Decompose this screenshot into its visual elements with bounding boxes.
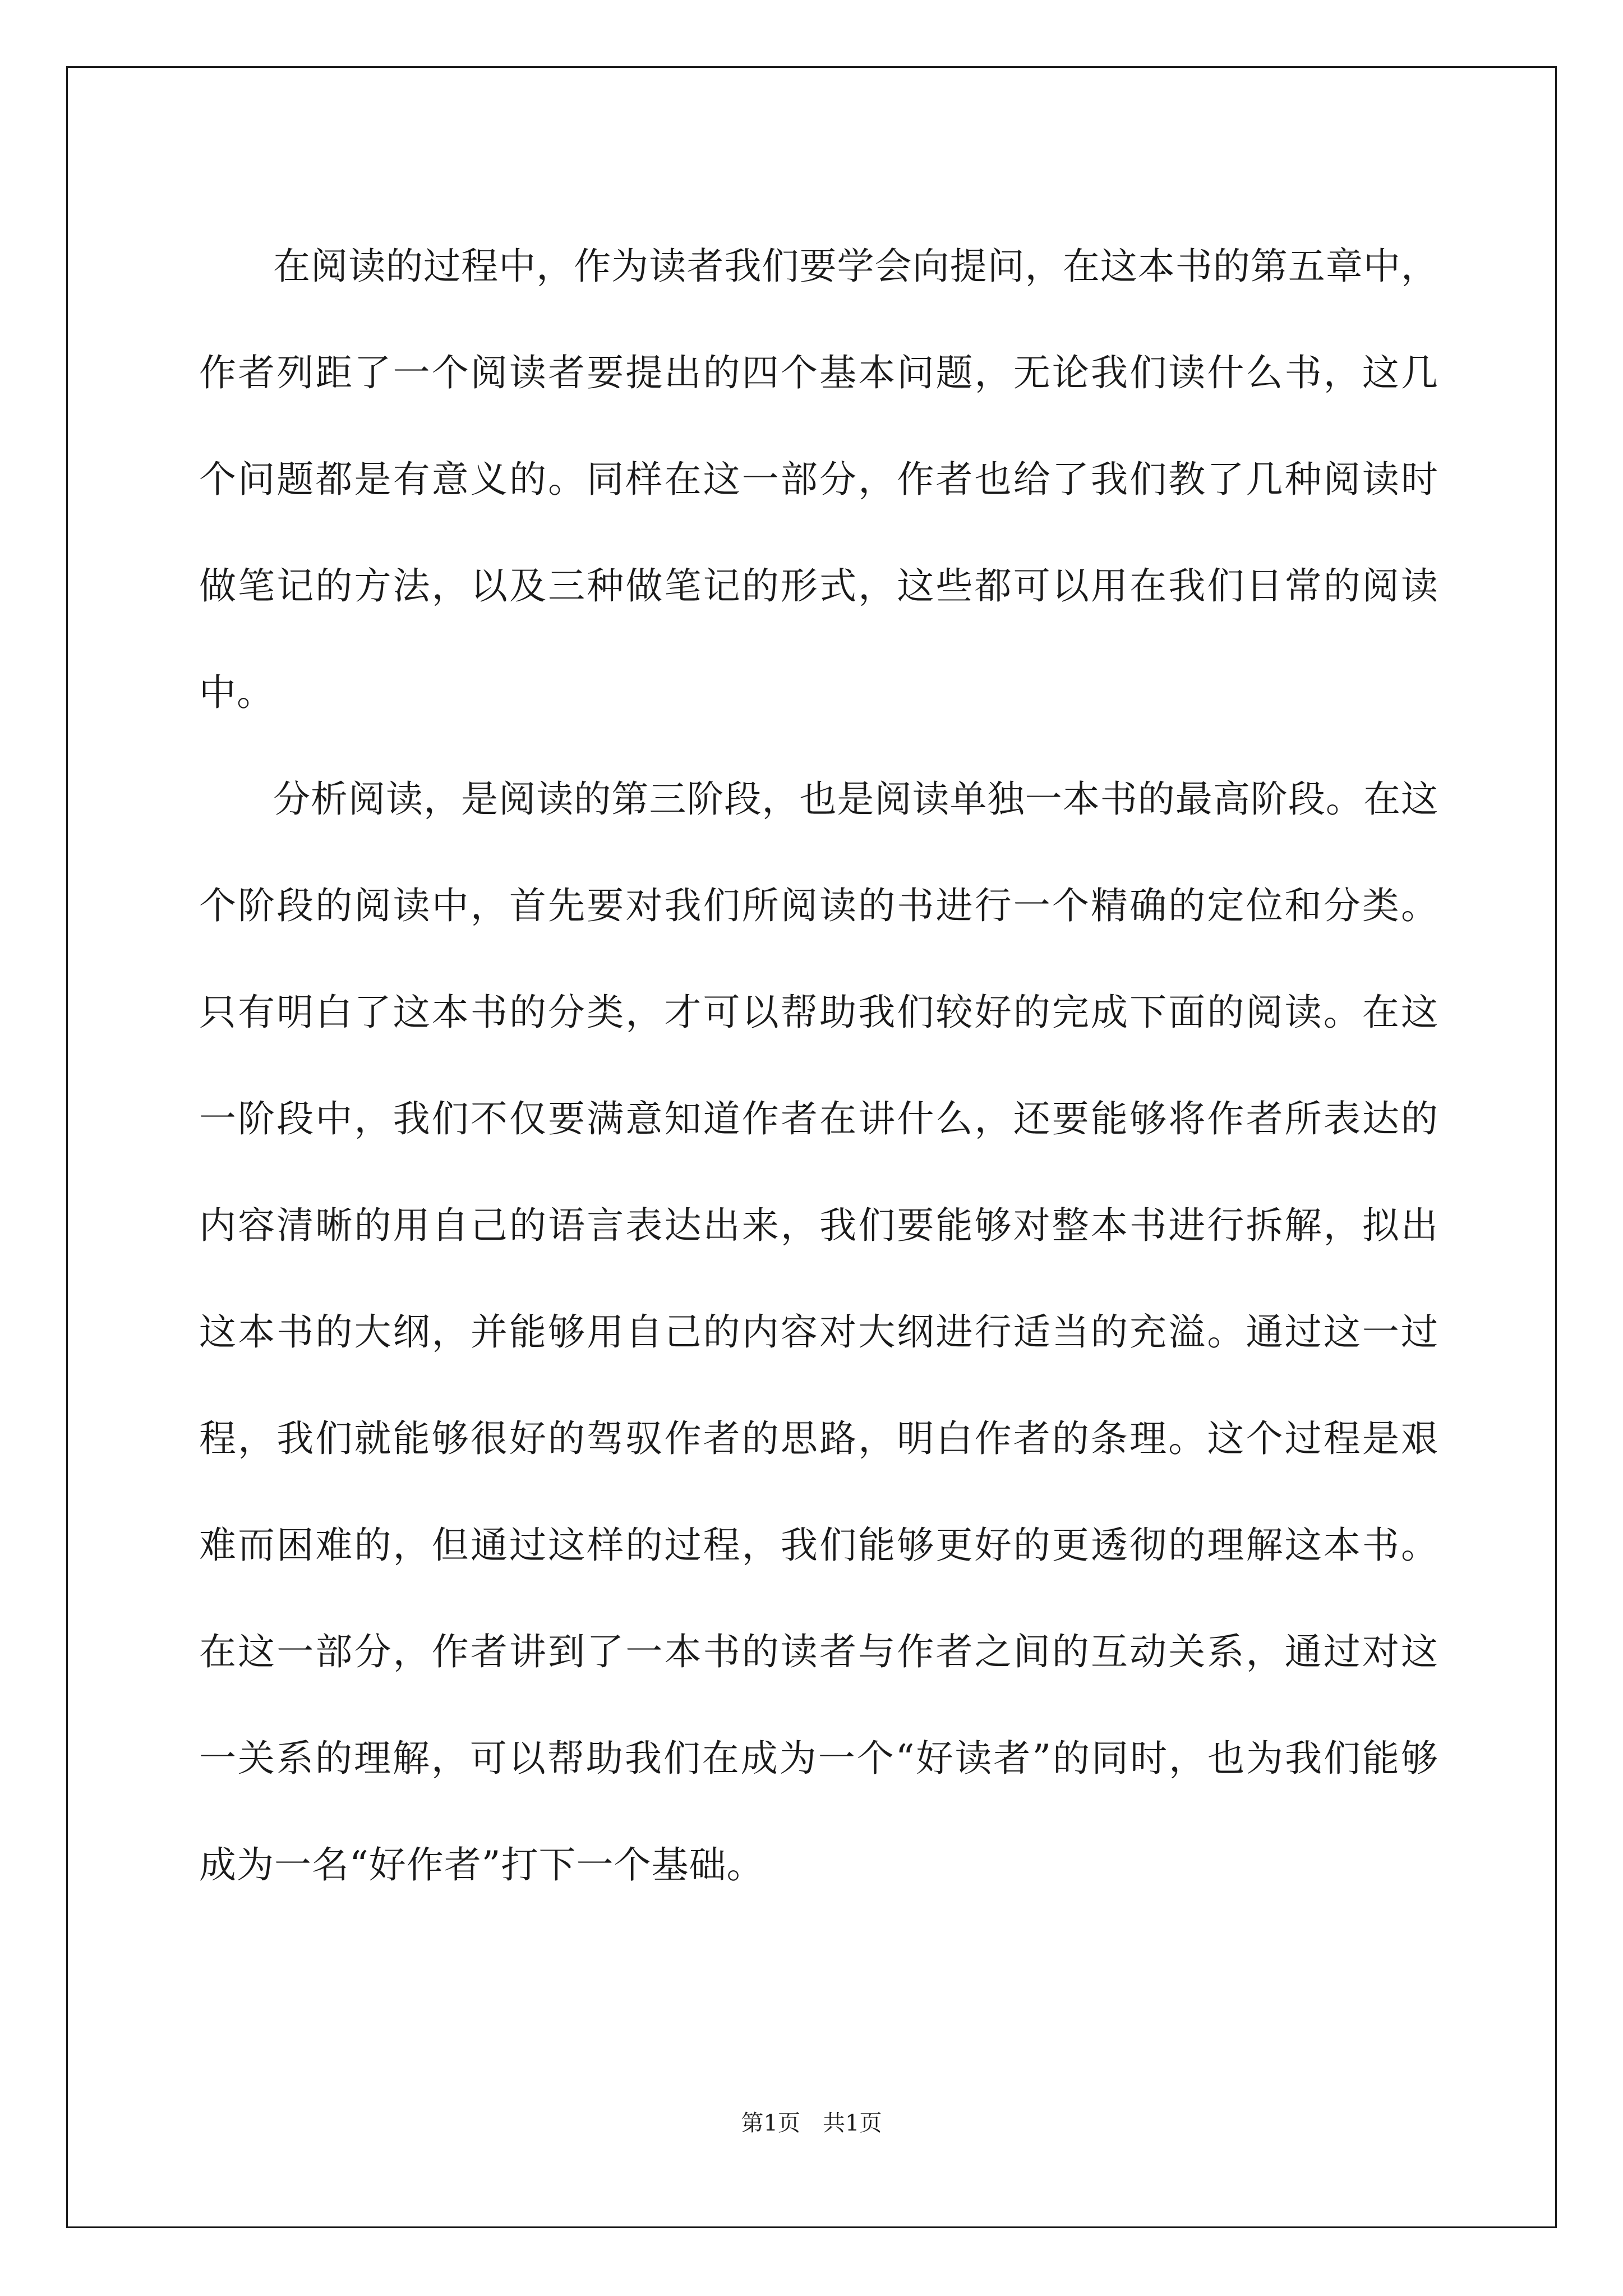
page-total: 共1页 [823, 2110, 882, 2136]
paragraph: 分析阅读，是阅读的第三阶段，也是阅读单独一本书的最高阶段。在这个阶段的阅读中，首先要对我们所阅读的书进行一个精确的定位和分类。只有明白了这本书的分类，才可以帮助我们较好的完成下面的阅读。在这一阶段中，我们不仅要满意知道作者在讲什么，还要能够将作者所表达的内容清晰的用自己的语言表达出来，我们要能够对整本书进行拆解，拟出这本书的大纲，并能够用自己的内容对大纲进行适当的充溢。通过这一过程，我们就能够很好的驾驭作者的思路，明白作者的条理。这个过程是艰难而困难的，但通过这样的过程，我们能够更好的更透彻的理解这本书。在这一部分，作者讲到了一本书的读者与作者之间的互动关系，通过对这一关系的理解，可以帮助我们在成为一个“好读者”的同时，也为我们能够成为一名“好作者”打下一个基础。 [199, 777, 1438, 1887]
paragraph: 在阅读的过程中，作为读者我们要学会向提问，在这本书的第五章中，作者列距了一个阅读者要提出的四个基本问题，无论我们读什么书，这几个问题都是有意义的。同样在这一部分，作者也给了我们教了几种阅读时做笔记的方法，以及三种做笔记的形式，这些都可以用在我们日常的阅读中。 [199, 245, 1438, 714]
page-footer [0, 2109, 1623, 2137]
page-number: 第1页 [741, 2110, 800, 2136]
document-body [199, 213, 1438, 1918]
